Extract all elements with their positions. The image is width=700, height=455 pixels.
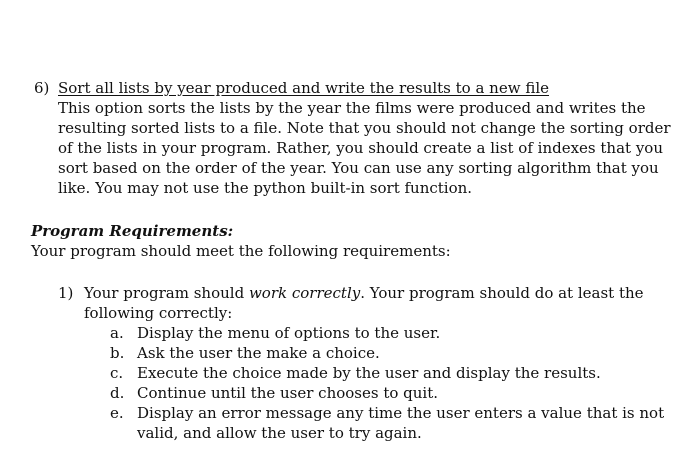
- program-requirements-heading: Program Requirements:: [31, 222, 234, 240]
- section-6-line-1: This option sorts the lists by the year the films were produced and writes the: [58, 99, 646, 117]
- requirement-1-number: 1): [58, 284, 74, 302]
- program-requirements-intro: Your program should meet the following requirements:: [31, 242, 451, 260]
- requirement-1-line-2: following correctly:: [84, 304, 233, 322]
- subitem-c-text: Execute the choice made by the user and display the results.: [137, 364, 601, 382]
- section-6-line-4: sort based on the order of the year. You can use any sorting algorithm that you: [58, 159, 659, 177]
- subitem-d-text: Continue until the user chooses to quit.: [137, 384, 439, 402]
- subitem-c-letter: c.: [110, 364, 124, 382]
- subitem-a-letter: a.: [110, 324, 124, 342]
- section-6-number: 6): [34, 79, 50, 97]
- subitem-d-letter: d.: [110, 384, 125, 402]
- requirement-1-text: [84, 283, 644, 303]
- requirement-1-emphasis: work correctly: [248, 284, 361, 302]
- requirement-1-after: . Your program should do at least the: [360, 284, 644, 302]
- section-6-heading: Sort all lists by year produced and write the results to a new file: [58, 79, 550, 97]
- section-6-line-3: of the lists in your program. Rather, you should create a list of indexes that you: [58, 139, 663, 157]
- subitem-b-text: Ask the user the make a choice.: [137, 344, 380, 362]
- subitem-e-text: Display an error message any time the user enters a value that is not: [137, 404, 665, 422]
- subitem-e-text-continued: valid, and allow the user to try again.: [137, 424, 422, 442]
- subitem-b-letter: b.: [110, 344, 125, 362]
- subitem-a-text: Display the menu of options to the user.: [137, 324, 441, 342]
- requirement-1-before: Your program should: [84, 284, 249, 302]
- section-6-line-5: like. You may not use the python built-in sort function.: [58, 179, 473, 197]
- subitem-e-letter: e.: [110, 404, 124, 422]
- section-6-line-2: resulting sorted lists to a file. Note that you should not change the sorting order: [58, 119, 671, 137]
